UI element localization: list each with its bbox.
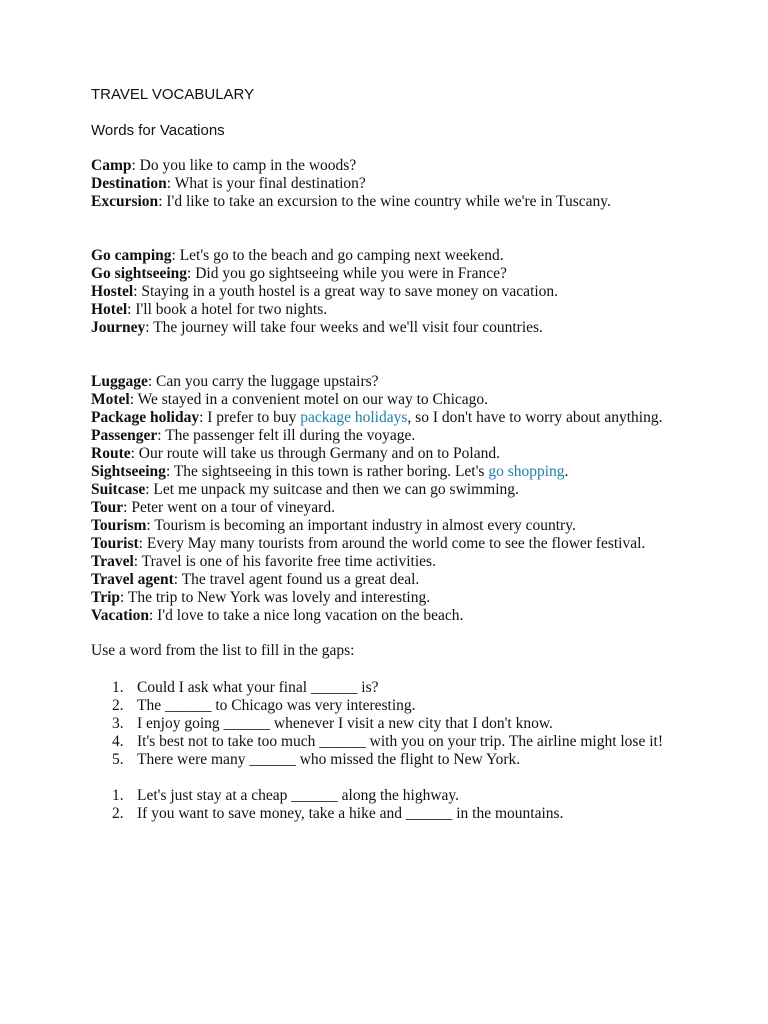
item-text: There were many ______ who missed the flight to New York. [137, 751, 521, 768]
vocabulary-term: Travel [91, 553, 134, 570]
vocabulary-example: : The travel agent found us a great deal. [173, 571, 420, 588]
vocabulary-term: Passenger [91, 427, 158, 444]
exercise-item [112, 715, 676, 733]
vocabulary-term: Journey [91, 319, 146, 336]
vocabulary-term: Motel [91, 391, 130, 408]
vocabulary-group [91, 247, 676, 337]
vocabulary-term: Tour [91, 499, 124, 516]
vocabulary-term: Tourist [91, 535, 139, 552]
vocabulary-example: : The passenger felt ill during the voyage. [157, 427, 416, 444]
vocabulary-example: : Can you carry the luggage upstairs? [147, 373, 379, 390]
vocabulary-entry [91, 463, 676, 481]
vocabulary-example: : Let's go to the beach and go camping next weekend. [171, 247, 504, 264]
exercise-item [112, 787, 676, 805]
vocabulary-example: : Let me unpack my suitcase and then we can go swimming. [145, 481, 519, 498]
vocabulary-example: : Our route will take us through Germany and on to Poland. [130, 445, 500, 462]
item-text: I enjoy going ______ whenever I visit a new city that I don't know. [137, 715, 553, 732]
vocabulary-example: : Peter went on a tour of vineyard. [123, 499, 335, 516]
vocabulary-entry [91, 481, 676, 499]
vocabulary-entry [91, 589, 676, 607]
exercise-item [112, 697, 676, 715]
item-text: Could I ask what your final ______ is? [137, 679, 379, 696]
exercise-item [112, 805, 676, 823]
vocabulary-example: : Travel is one of his favorite free time activities. [133, 553, 436, 570]
vocabulary-entry [91, 247, 676, 265]
vocabulary-entry [91, 391, 676, 409]
vocabulary-group [91, 157, 676, 211]
vocabulary-entry [91, 301, 676, 319]
vocabulary-entry [91, 517, 676, 535]
vocabulary-term: Trip [91, 589, 120, 606]
item-number: 5. [112, 751, 124, 768]
vocabulary-term: Tourism [91, 517, 147, 534]
item-text: If you want to save money, take a hike and ______ in the mountains. [137, 805, 564, 822]
vocabulary-entry [91, 175, 676, 193]
vocabulary-example: : The trip to New York was lovely and interesting. [120, 589, 431, 606]
vocabulary-term: Hostel [91, 283, 134, 300]
vocabulary-example: : Do you like to camp in the woods? [131, 157, 357, 174]
exercise-instructions: Use a word from the list to fill in the gaps: [91, 642, 355, 659]
vocabulary-example: : Tourism is becoming an important industry in almost every country. [146, 517, 576, 534]
exercise-item [112, 733, 676, 751]
item-text: Let's just stay at a cheap ______ along the highway. [137, 787, 460, 804]
go-shopping-link[interactable]: go shopping [488, 463, 565, 480]
vocabulary-entry [91, 553, 676, 571]
exercise-list [91, 787, 676, 823]
item-text: The ______ to Chicago was very interesting. [137, 697, 416, 714]
vocabulary-example-continued: . [564, 463, 569, 480]
item-number: 2. [112, 805, 124, 822]
vocabulary-example: : The journey will take four weeks and we'll visit four countries. [145, 319, 543, 336]
vocabulary-example: : The sightseeing in this town is rather boring. Let's [165, 463, 489, 480]
vocabulary-entry [91, 193, 676, 211]
vocabulary-example: : We stayed in a convenient motel on our way to Chicago. [129, 391, 489, 408]
vocabulary-example-continued: , so I don't have to worry about anything. [407, 409, 663, 426]
vocabulary-entry [91, 409, 676, 427]
vocabulary-term: Excursion [91, 193, 159, 210]
vocabulary-term: Vacation [91, 607, 149, 624]
exercise-list [91, 679, 676, 769]
vocabulary-group [91, 373, 676, 625]
vocabulary-term: Travel agent [91, 571, 174, 588]
exercise-item [112, 679, 676, 697]
vocabulary-example: : I'd love to take a nice long vacation on the beach. [149, 607, 464, 624]
vocabulary-term: Go camping [91, 247, 172, 264]
package-holidays-link[interactable]: package holidays [300, 409, 408, 426]
item-number: 2. [112, 697, 124, 714]
vocabulary-term: Package holiday [91, 409, 200, 426]
vocabulary-example: : Every May many tourists from around the world come to see the flower festival. [138, 535, 646, 552]
vocabulary-example: : What is your final destination? [166, 175, 366, 192]
vocabulary-entry [91, 571, 676, 589]
vocabulary-term: Destination [91, 175, 167, 192]
vocabulary-entry [91, 499, 676, 517]
vocabulary-example: : Did you go sightseeing while you were in France? [187, 265, 507, 282]
vocabulary-entry [91, 157, 676, 175]
vocabulary-entry [91, 373, 676, 391]
section-heading: Words for Vacations [91, 122, 225, 139]
vocabulary-example: : I'd like to take an excursion to the wine country while we're in Tuscany. [158, 193, 611, 210]
vocabulary-term: Route [91, 445, 131, 462]
vocabulary-example: : I'll book a hotel for two nights. [127, 301, 328, 318]
item-number: 4. [112, 733, 124, 750]
vocabulary-entry [91, 445, 676, 463]
vocabulary-term: Sightseeing [91, 463, 166, 480]
vocabulary-entry [91, 607, 676, 625]
item-number: 1. [112, 787, 124, 804]
item-number: 3. [112, 715, 124, 732]
vocabulary-entry [91, 535, 676, 553]
vocabulary-term: Hotel [91, 301, 128, 318]
document-page [91, 86, 676, 823]
document-title: TRAVEL VOCABULARY [91, 86, 255, 103]
item-text: It's best not to take too much ______ with you on your trip. The airline might lose it! [137, 733, 663, 750]
vocabulary-example: : Staying in a youth hostel is a great way to save money on vacation. [133, 283, 559, 300]
vocabulary-term: Go sightseeing [91, 265, 188, 282]
vocabulary-term: Suitcase [91, 481, 146, 498]
vocabulary-term: Camp [91, 157, 132, 174]
vocabulary-entry [91, 265, 676, 283]
vocabulary-entry [91, 427, 676, 445]
vocabulary-example: : I prefer to buy [199, 409, 301, 426]
exercise-item [112, 751, 676, 769]
item-number: 1. [112, 679, 124, 696]
vocabulary-entry [91, 319, 676, 337]
vocabulary-term: Luggage [91, 373, 148, 390]
vocabulary-entry [91, 283, 676, 301]
